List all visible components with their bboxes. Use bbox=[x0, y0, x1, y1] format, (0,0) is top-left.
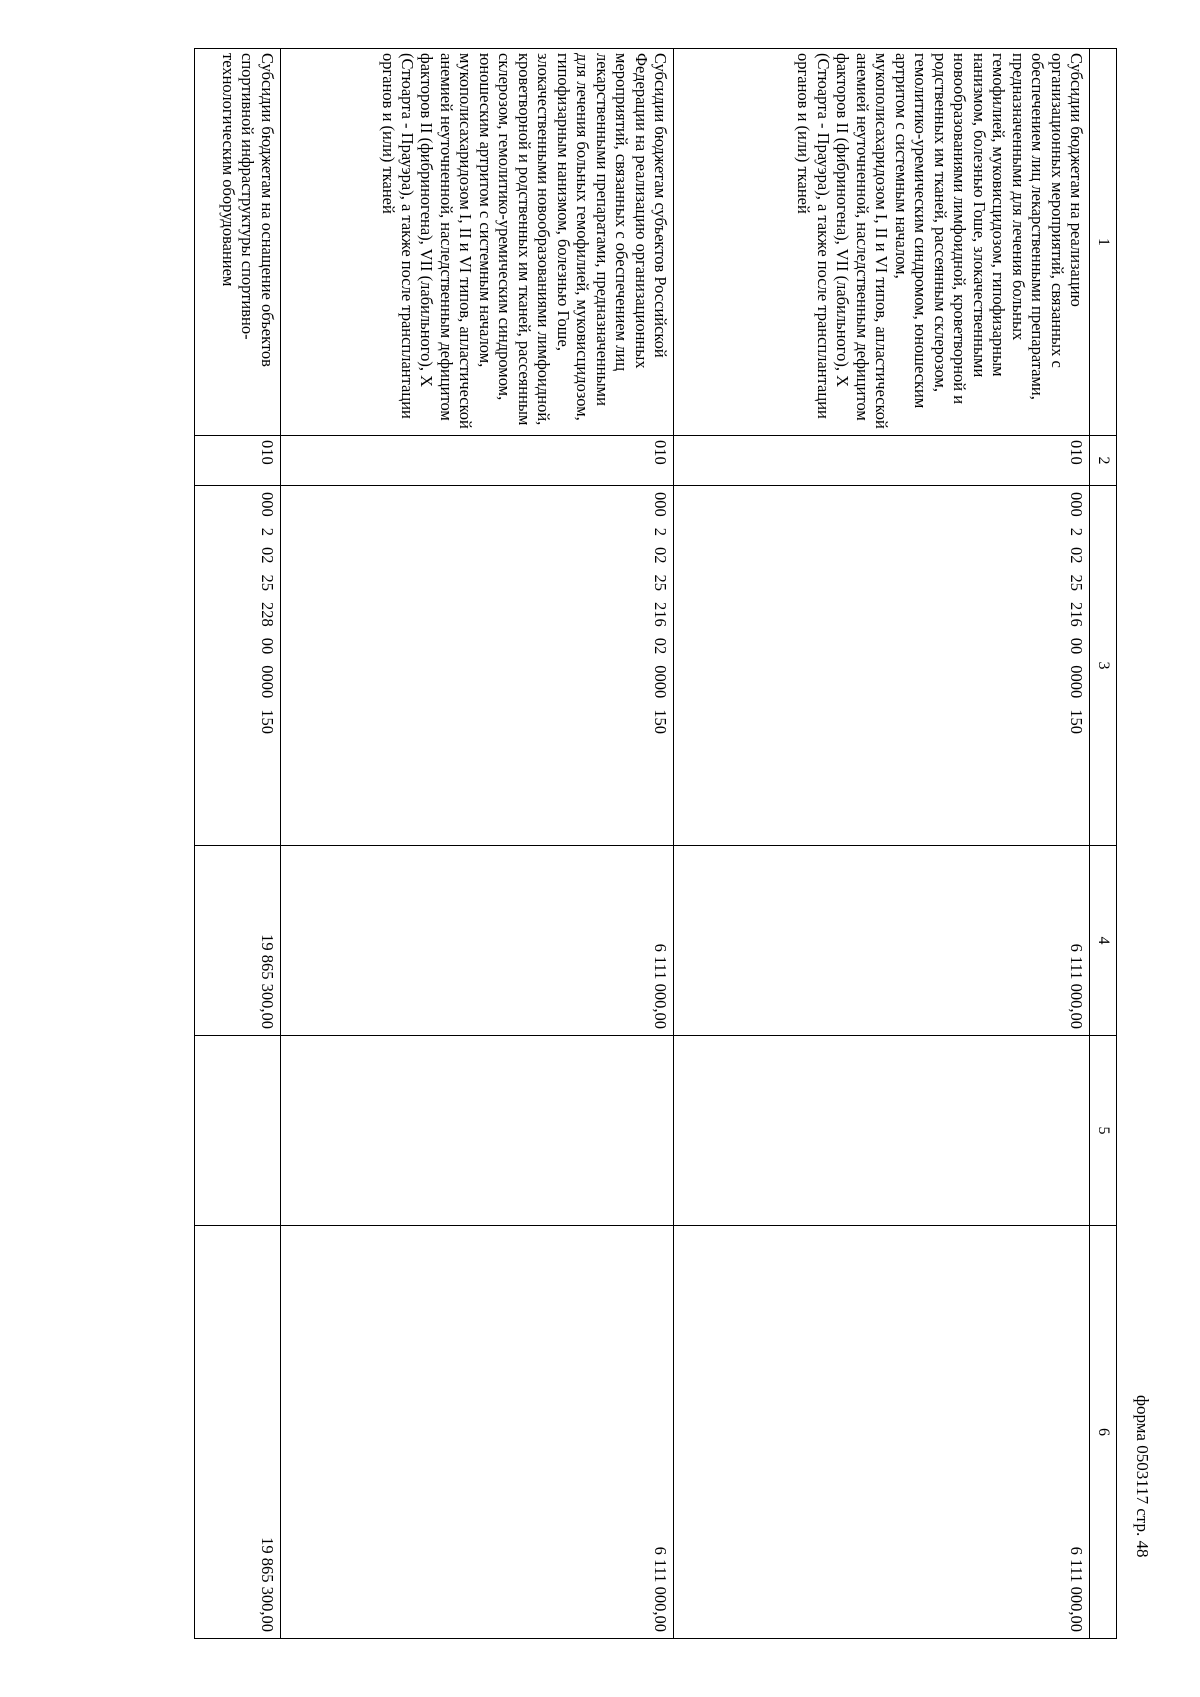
column-number: 5 bbox=[1090, 1036, 1117, 1226]
table-row bbox=[280, 49, 673, 1639]
code-part: 00 bbox=[257, 637, 277, 655]
column-number: 6 bbox=[1090, 1226, 1117, 1639]
code-part: 2 bbox=[257, 527, 277, 536]
code-part: 25 bbox=[651, 574, 671, 591]
code-part: 150 bbox=[1067, 709, 1086, 734]
approved-amount: 6 111 000,00 bbox=[280, 846, 673, 1036]
column-5-value bbox=[195, 1036, 281, 1226]
code-part: 216 bbox=[1067, 602, 1086, 627]
code-part: 0000 bbox=[1067, 665, 1086, 699]
income-name: Субсидии бюджетам субъектов Российской Федерации на реализацию организационных мероприятий, связанных с обеспечением лиц лекарственными препаратами, предназначенными для лечения больных гемофилией, муковисцидозом, гипофизарным нанизмом, болезнью Гоше, злокачественными новообразованиями лимфоидной, кроветворной и родственных им тканей, рассеянным склерозом, гемолитико-уремическим синдромом, юношеским артритом с системным началом, мукополисахаридозом I, II и VI типов, апластической анемией неуточненной, наследственным дефицитом факторов II (фибриногена), VII (лабильного), X (Стюарта - Прауэра), а также после трансплантации органов и (или) тканей bbox=[280, 49, 673, 436]
code-part: 02 bbox=[257, 547, 277, 564]
code-part: 150 bbox=[257, 709, 277, 734]
table-row bbox=[195, 49, 281, 1639]
revenue-table bbox=[194, 48, 1117, 1639]
code-part: 000 bbox=[1067, 492, 1086, 517]
approved-amount: 6 111 000,00 bbox=[674, 846, 1090, 1036]
code-part: 00 bbox=[1067, 637, 1086, 655]
code-part: 25 bbox=[257, 574, 277, 591]
line-code: 010 bbox=[195, 436, 281, 486]
code-part: 000 bbox=[257, 492, 277, 517]
line-code: 010 bbox=[280, 436, 673, 486]
column-number-row bbox=[1090, 49, 1117, 1639]
executed-amount: 6 111 000,00 bbox=[674, 1226, 1090, 1639]
code-part: 2 bbox=[1067, 527, 1086, 536]
approved-amount: 19 865 300,00 bbox=[195, 846, 281, 1036]
code-part: 02 bbox=[651, 547, 671, 564]
budget-classification-code bbox=[674, 486, 1090, 846]
income-name: Субсидии бюджетам на реализацию организационных мероприятий, связанных с обеспечением лиц лекарственными препаратами, предназначенными для лечения больных гемофилией, муковисцидозом, гипофизарным нанизмом, болезнью Гоше, злокачественными новообразованиями лимфоидной, кроветворной и родственных им тканей, рассеянным склерозом, гемолитико-уремическим синдромом, юношеским артритом с системным началом, мукополисахаридозом I, II и VI типов, апластической анемией неуточненной, наследственным дефицитом факторов II (фибриногена), VII (лабильного), X (Стюарта - Прауэра), а также после трансплантации органов и (или) тканей bbox=[674, 49, 1090, 436]
column-5-value bbox=[280, 1036, 673, 1226]
code-part: 25 bbox=[1067, 574, 1086, 591]
income-name: Субсидии бюджетам на оснащение объектов спортивной инфраструктуры спортивно-технологическим оборудованием bbox=[195, 49, 281, 436]
code-part: 0000 bbox=[257, 665, 277, 699]
form-reference: форма 0503117 стр. 48 bbox=[1133, 1395, 1152, 1558]
table-row bbox=[674, 49, 1090, 1639]
column-5-value bbox=[674, 1036, 1090, 1226]
column-number: 4 bbox=[1090, 846, 1117, 1036]
column-number: 3 bbox=[1090, 486, 1117, 846]
budget-classification-code bbox=[280, 486, 673, 846]
code-part: 150 bbox=[651, 709, 671, 734]
code-part: 02 bbox=[651, 637, 671, 655]
column-number: 1 bbox=[1090, 49, 1117, 436]
line-code: 010 bbox=[674, 436, 1090, 486]
code-part: 2 bbox=[651, 527, 671, 536]
code-part: 0000 bbox=[651, 665, 671, 699]
code-part: 02 bbox=[1067, 547, 1086, 564]
code-part: 216 bbox=[651, 602, 671, 627]
budget-classification-code bbox=[195, 486, 281, 846]
executed-amount: 6 111 000,00 bbox=[280, 1226, 673, 1639]
column-number: 2 bbox=[1090, 436, 1117, 486]
code-part: 000 bbox=[651, 492, 671, 517]
executed-amount: 19 865 300,00 bbox=[195, 1226, 281, 1639]
code-part: 228 bbox=[257, 602, 277, 627]
